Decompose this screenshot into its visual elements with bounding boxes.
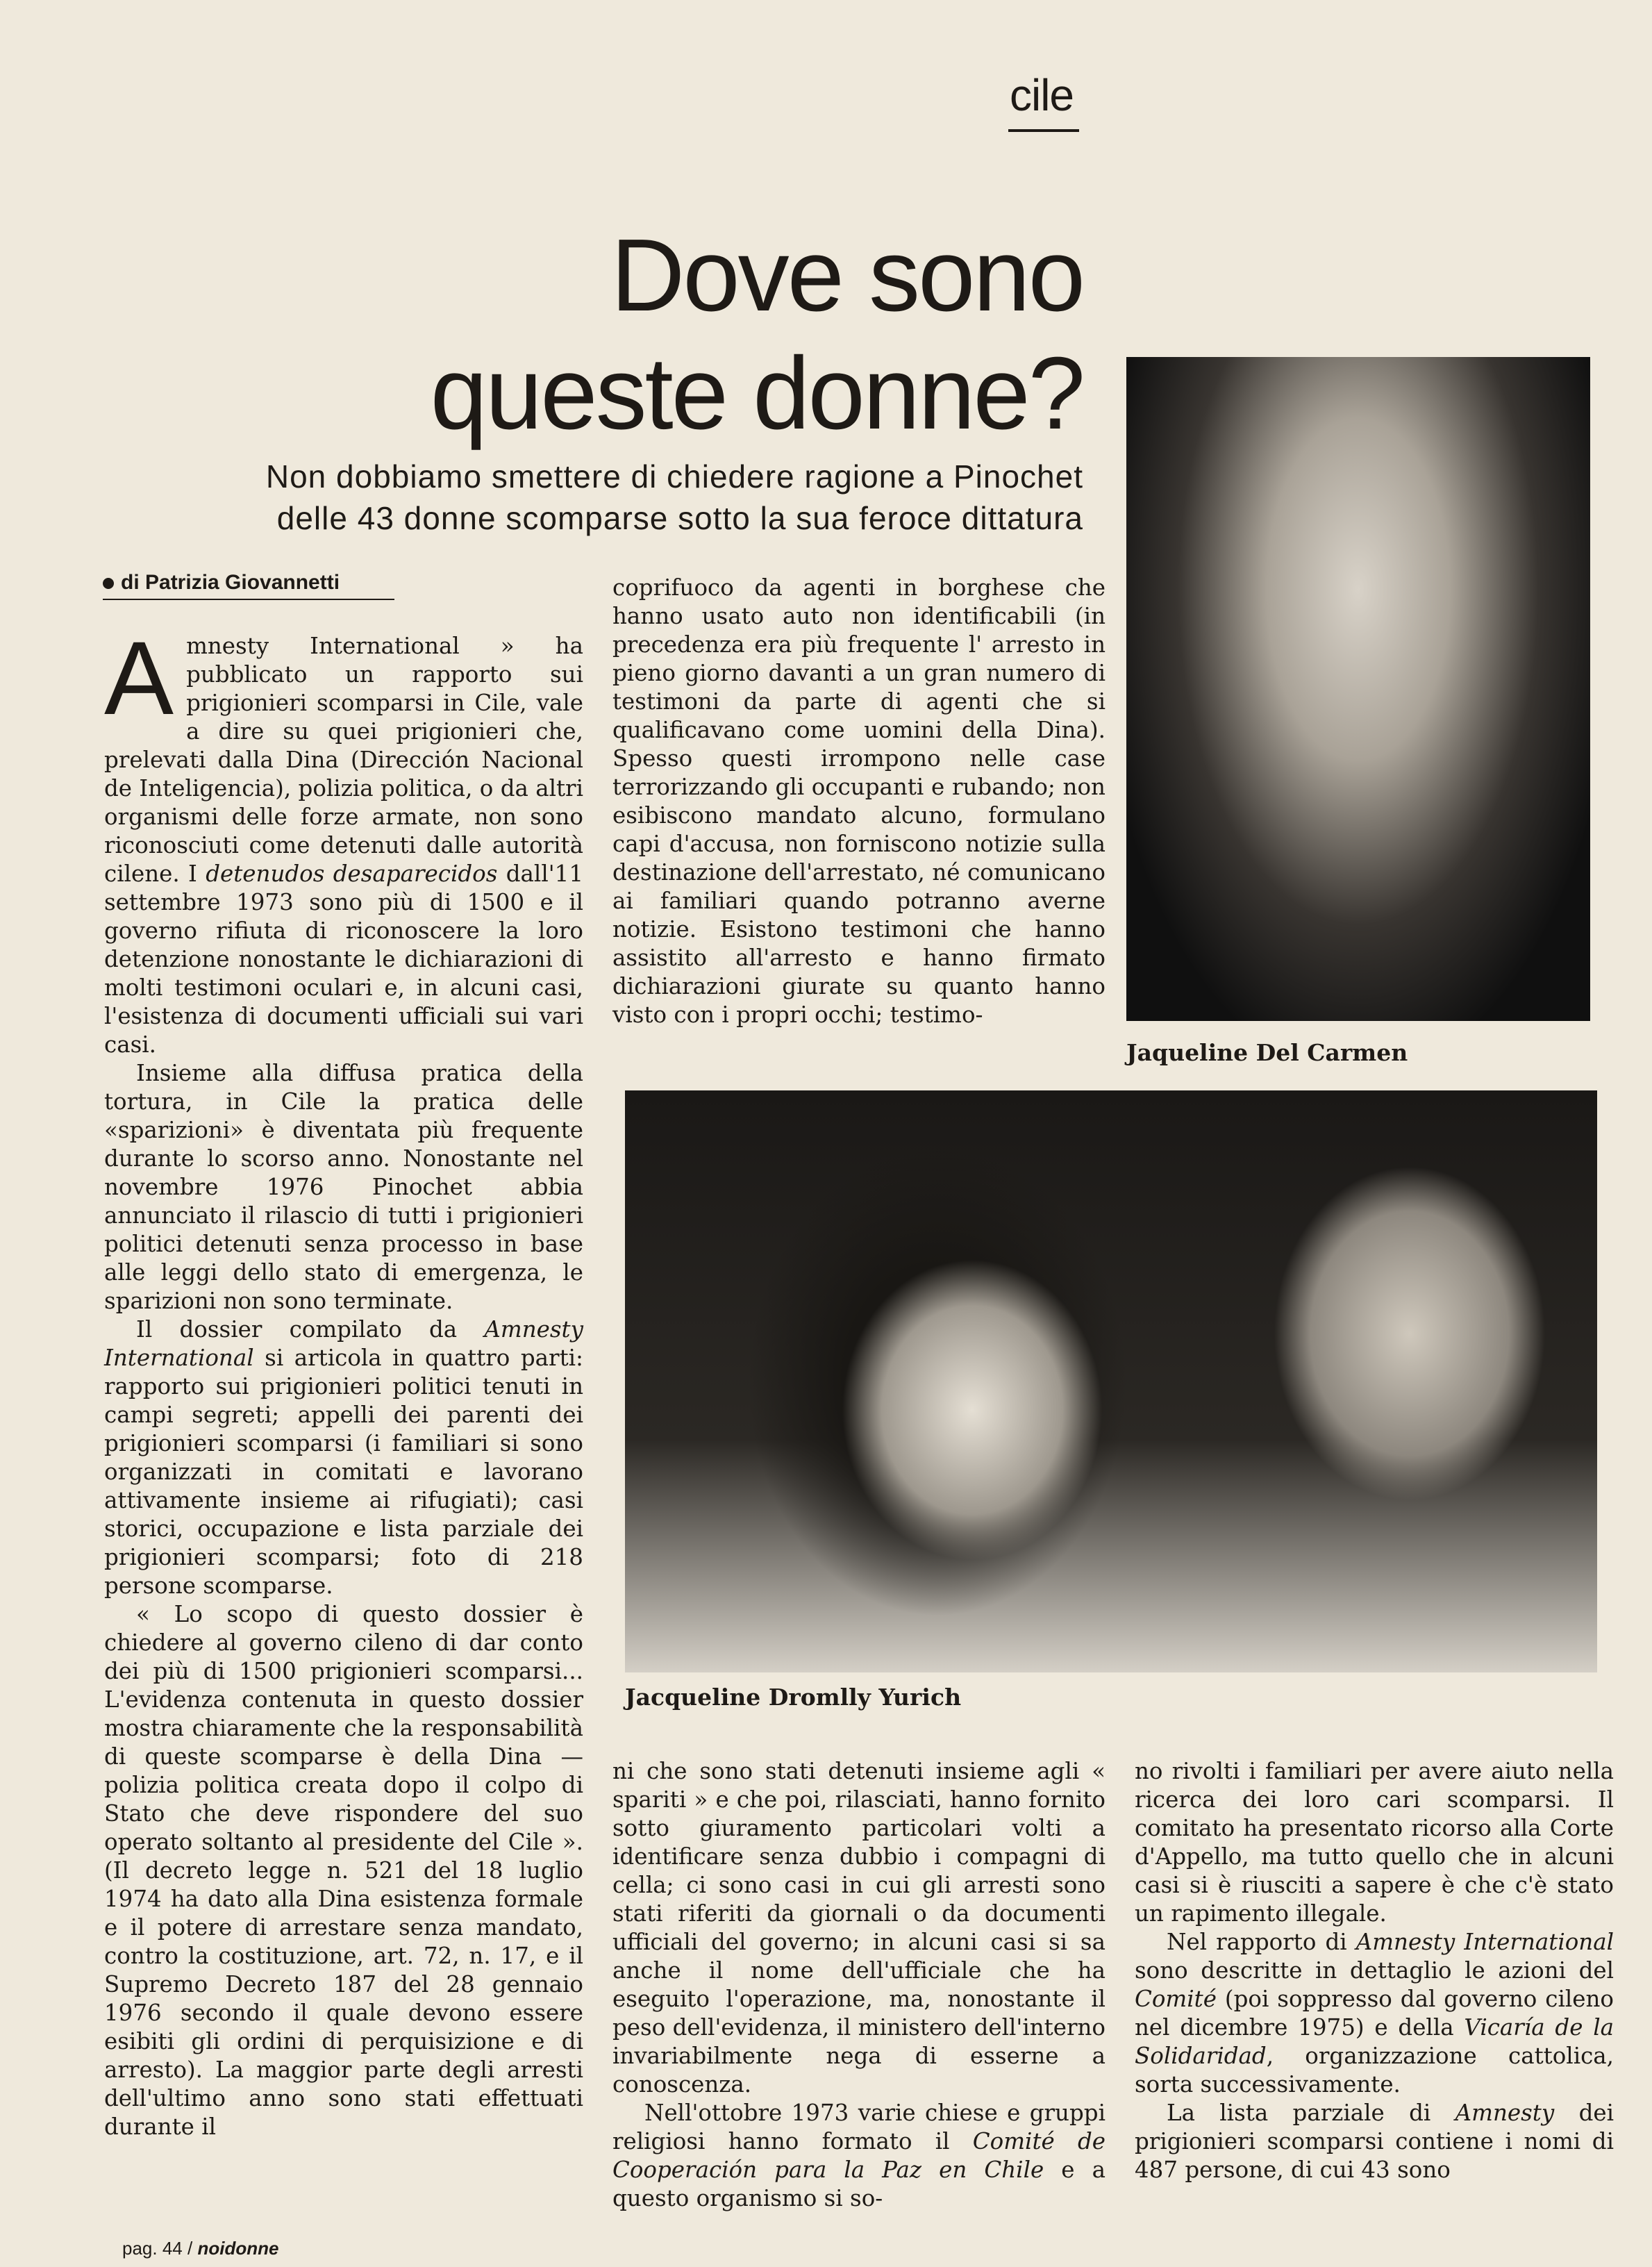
byline-underline: [103, 599, 394, 600]
text-italic: Amnesty: [1455, 2100, 1555, 2126]
paragraph: no rivolti i familiari per avere aiuto nella ricerca dei loro cari scomparsi. Il comitato ha presentato ricorso alla Corte d'Appello, ma tutto quello che in alcuni casi si è riusciti a sapere è che c'è stato un rapimento illegale.: [1135, 1758, 1614, 1927]
text: mnesty International » ha pubblicato un rapporto sui prigionieri scomparsi in Cile, vale a dire su quei prigionieri che, prelevati dalla Dina (Dirección Nacional de Inteligencia), polizia politica, o da altri organismi delle forze armate, non sono riconosciuti come detenuti dalle autorità cilene. I: [104, 633, 583, 887]
headline-line-2: queste donne?: [430, 336, 1083, 451]
paragraph: [612, 2099, 1105, 2213]
text: Il dossier compilato da: [136, 1316, 458, 1343]
text: , organizzazione cattolica, sorta successivamente.: [1135, 2043, 1614, 2098]
headline-line-1: Dove sono: [610, 218, 1083, 333]
text-italic: Amnesty International: [104, 1316, 583, 1371]
photo-caption: Jacqueline Dromlly Yurich: [625, 1684, 962, 1711]
bullet-icon: [103, 578, 114, 589]
headline: [208, 217, 1083, 453]
text: Nell'ottobre 1973 varie chiese e gruppi religiosi hanno formato il: [612, 2100, 1105, 2154]
text-italic: Vicaría de la Solidaridad: [1135, 2014, 1615, 2069]
magazine-name: noidonne: [197, 2238, 279, 2259]
page-footer: [122, 2238, 278, 2259]
text: e a questo organismo si so-: [612, 2157, 1105, 2211]
text-italic: Amnesty International: [1355, 1929, 1614, 1955]
paragraph: [1135, 2099, 1614, 2184]
paragraph: [1135, 1928, 1614, 2099]
text-italic: detenudos desaparecidos: [206, 861, 498, 887]
byline-text: di Patrizia Giovannetti: [121, 571, 340, 594]
paragraph: Insieme alla diffusa pratica della tortura, in Cile la pratica delle «sparizioni» è diventata più frequente durante lo scorso anno. Nonostante nel novembre 1976 Pinochet abbia annunciato il rilascio di tutti i prigionieri politici detenuti senza processo in base alle leggi dello stato di emergenza, le sparizioni non sono terminate.: [104, 1060, 583, 1314]
byline: [103, 571, 394, 595]
text: si articola in quattro parti: rapporto sui prigionieri politici tenuti in campi segreti; appelli dei parenti dei prigionieri scomparsi (i familiari si sono organizzati in comitati e lavorano attivamente insieme ai rifugiati); casi storici, occupazione e lista parziale dei prigionieri scomparsi; foto di 218 persone scomparse.: [104, 1345, 583, 1599]
paragraph: « Lo scopo di questo dossier è chiedere al governo cileno di dar conto dei più di 1500 prigionieri scomparsi... L'evidenza contenuta in questo dossier mostra chiaramente che la responsabilità di queste scomparse è della Dina — polizia politica creata dopo il colpo di Stato che deve rispondere del suo operato soltanto al presidente del Cile ». (Il decreto legge n. 521 del 18 luglio 1974 ha dato alla Dina esistenza formale e il potere di arrestare senza mandato, contro la costituzione, art. 72, n. 17, e il Supremo Decreto 187 del 28 gennaio 1976 secondo il quale devono essere esibiti gli ordini di perquisizione e di arresto). La maggior parte degli arresti dell'ultimo anno sono stati effettuati durante il: [104, 1601, 583, 2140]
text: sono descritte in dettaglio le azioni del: [1135, 1957, 1614, 1984]
drop-cap: A: [104, 620, 174, 736]
paragraph: [104, 1315, 583, 1600]
paragraph: coprifuoco da agenti in borghese che hanno usato auto non identificabili (in precedenza era più frequente l' arresto in pieno giorno davanti a un gran numero di testimoni da parte di agenti che si qualificavano come uomini della Dina). Spesso questi irrompono nelle case terrorizzando gli occupanti e rubando; non esibiscono mandato alcuno, formulano capi d'accusa, non forniscono notizie sulla destinazione dell'arrestato, né comunicano ai familiari quando potranno averne notizie. Esistono testimoni che hanno assistito all'arresto e hanno firmato dichiarazioni giurate su quanto hanno visto con i propri occhi; testimo-: [612, 574, 1105, 1028]
text: La lista parziale di: [1167, 2100, 1431, 2126]
photo-caption: Jaqueline Del Carmen: [1126, 1039, 1408, 1066]
text-italic: Comité de Cooperación para la Paz en Chile: [612, 2128, 1105, 2183]
portrait-photo: [1126, 357, 1590, 1021]
text-italic: Comité: [1135, 1986, 1217, 2012]
section-underline: [1008, 129, 1079, 132]
article-column-4: [1135, 1757, 1614, 2229]
article-column-2: [612, 574, 1105, 1063]
article-column-1: [104, 620, 584, 2209]
text: Nel rapporto di: [1167, 1929, 1347, 1955]
section-label: cile: [1009, 70, 1074, 120]
footer-separator: /: [187, 2238, 193, 2259]
subtitle-line-2: delle 43 donne scomparse sotto la sua feroce dittatura: [276, 500, 1083, 536]
text: (poi soppresso dal governo cileno nel dicembre 1975) e della: [1135, 1986, 1614, 2041]
subtitle: [125, 456, 1083, 539]
paragraph: ni che sono stati detenuti insieme agli « spariti » e che poi, rilasciati, hanno fornito sotto giuramento particolari volti a identificare senza dubbio i compagni di cella; ci sono casi in cui gli arresti sono stati riferiti da giornali o da documenti ufficiali del governo; in alcuni casi si sa anche il nome dell'ufficiale che ha eseguito l'operazione, ma, nonostante il peso dell'evidenza, il ministero dell'interno invariabilmente nega di esserne a conoscenza.: [612, 1758, 1105, 2098]
paragraph: [104, 620, 584, 1059]
article-column-3: [612, 1757, 1105, 2229]
couple-photo: [625, 1090, 1597, 1672]
subtitle-line-1: Non dobbiamo smettere di chiedere ragione a Pinochet: [265, 458, 1083, 495]
page-number: pag. 44: [122, 2238, 183, 2259]
text: dei prigionieri scomparsi contiene i nomi di 487 persone, di cui 43 sono: [1135, 2100, 1614, 2183]
text: dall'11 settembre 1973 sono più di 1500 e il governo rifiuta di riconoscere la loro detenzione nonostante le dichiarazioni di molti testimoni oculari e, in alcuni casi, l'esistenza di documenti ufficiali sui vari casi.: [104, 861, 584, 1058]
